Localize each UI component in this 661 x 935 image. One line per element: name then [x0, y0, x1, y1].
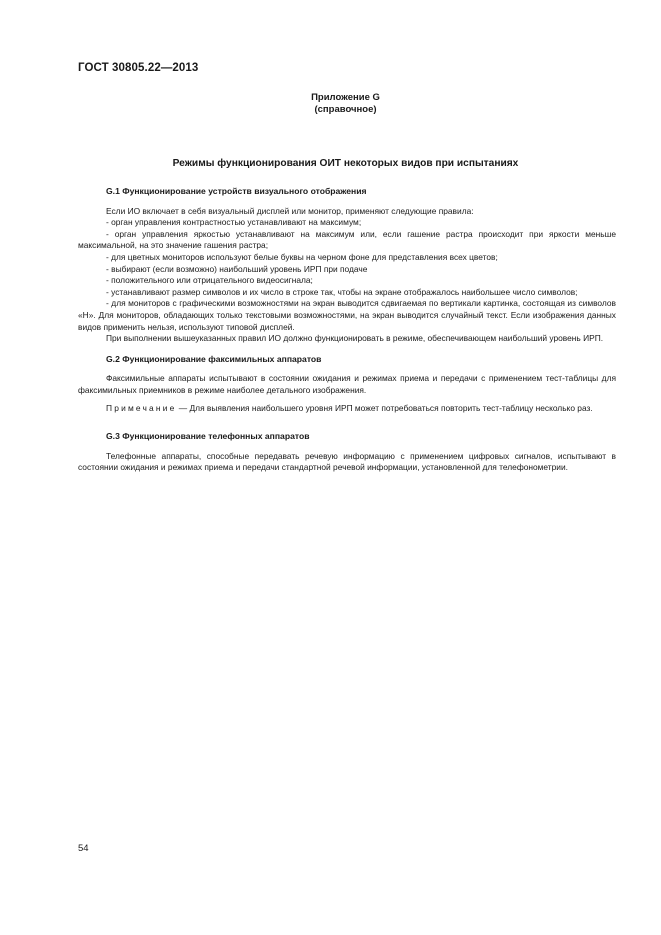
section-g1-paragraph: - выбирают (если возможно) наибольший уровень ИРП при подаче: [106, 263, 368, 274]
section-g3-title: G.3 Функционирование телефонных аппаратов: [106, 431, 310, 442]
section-g2-title: G.2 Функционирование факсимильных аппаратов: [106, 353, 322, 364]
standard-header: ГОСТ 30805.22—2013: [78, 62, 199, 74]
section-g2-note: [78, 403, 616, 415]
document-body: [78, 186, 616, 474]
note-text: — Для выявления наибольшего уровня ИРП может потребоваться повторить тест-таблицу несколько раз.: [176, 402, 593, 413]
appendix-heading: [0, 92, 661, 116]
page-number: 54: [78, 843, 89, 854]
section-g1-paragraph: При выполнении вышеуказанных правил ИО должно функционировать в режиме, обеспечивающем наибольший уровень ИРП.: [106, 333, 604, 344]
section-g1-paragraph: - для мониторов с графическими возможностями на экран выводится сдвигаемая по вертикали картинка, состоящая из символов «H». Для мониторов, обладающих только текстовыми возможностями, на экран выводится случайный текст. Если изображения данных видов применить нельзя, используют типовой дисплей.: [78, 298, 616, 332]
note-label: Примечание: [106, 402, 177, 413]
appendix-main-title: Режимы функционирования ОИТ некоторых видов при испытаниях: [172, 158, 519, 169]
section-g1-paragraph: - положительного или отрицательного видеосигнала;: [106, 275, 313, 286]
appendix-subtitle: (справочное): [314, 104, 377, 115]
section-g1-title: G.1 Функционирование устройств визуального отображения: [106, 186, 367, 196]
section-g1-paragraph: - орган управления яркостью устанавливают на максимум или, если гашение растра происходит при яркости меньше максимальной, на это значение гашения растра;: [78, 228, 616, 251]
section-g1-paragraph: - орган управления контрастностью устанавливают на максимум;: [106, 217, 362, 228]
section-g1-paragraph: - для цветных мониторов используют белые буквы на черном фоне для представления всех цветов;: [106, 251, 498, 262]
section-g1-paragraph: Если ИО включает в себя визуальный дисплей или монитор, применяют следующие правила:: [106, 205, 474, 216]
appendix-title: Приложение G: [311, 92, 380, 103]
section-g2-paragraph: Факсимильные аппараты испытывают в состоянии ожидания и режимах приема и передачи с применением тест-таблицы для факсимильных приемников в режиме наиболее детального изображения.: [78, 373, 616, 395]
section-g3-paragraph: Телефонные аппараты, способные передавать речевую информацию с применением цифровых сигналов, испытывают в состоянии ожидания и режимах приема и передачи стандартной речевой информации, установленной для телефонометрии.: [78, 450, 616, 473]
section-g1-paragraph: - устанавливают размер символов и их число в строке так, чтобы на экране отображалось наибольшее число символов;: [106, 286, 578, 297]
